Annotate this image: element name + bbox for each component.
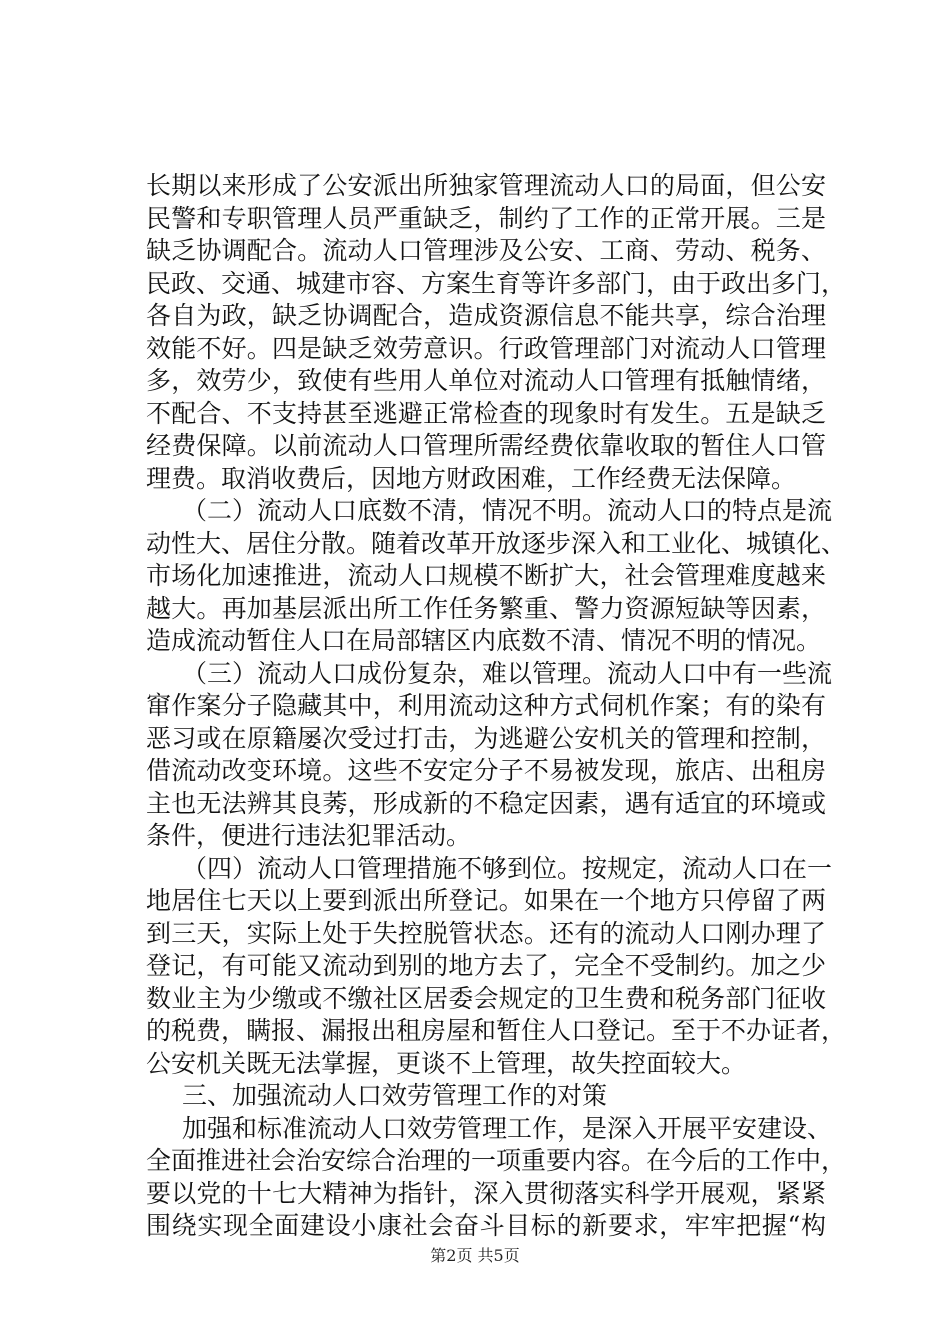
text-line: 缺乏协调配合。流动人口管理涉及公安、工商、劳动、税务、 bbox=[146, 236, 826, 265]
text-line: 到三天，实际上处于失控脱管状态。还有的流动人口刚办理了 bbox=[146, 918, 826, 948]
text-line: 长期以来形成了公安派出所独家管理流动人口的局面，但公安 bbox=[146, 171, 826, 200]
page-footer bbox=[0, 1246, 950, 1266]
text-line: 民政、交通、城建市容、方案生育等许多部门，由于政出多门， bbox=[146, 268, 847, 298]
text-line: 围绕实现全面建设小康社会奋斗目标的新要求，牢牢把握“构 bbox=[146, 1211, 826, 1240]
text-line: 窜作案分子隐藏其中，利用流动这种方式伺机作案；有的染有 bbox=[146, 691, 826, 720]
text-line: 效能不好。四是缺乏效劳意识。行政管理部门对流动人口管理 bbox=[146, 333, 826, 363]
text-line: 全面推进社会治安综合治理的一项重要内容。在今后的工作中， bbox=[146, 1146, 847, 1175]
text-line: 借流动改变环境。这些不安定分子不易被发现，旅店、出租房 bbox=[146, 756, 826, 785]
text-line: 理费。取消收费后，因地方财政困难，工作经费无法保障。 bbox=[146, 463, 797, 493]
text-line: 数业主为少缴或不缴社区居委会规定的卫生费和税务部门征收 bbox=[146, 983, 826, 1013]
text-line: 民警和专职管理人员严重缺乏，制约了工作的正常开展。三是 bbox=[146, 203, 826, 233]
text-line: 登记，有可能又流动到别的地方去了，完全不受制约。加之少 bbox=[146, 951, 826, 980]
section-heading-4: （四）流动人口管理措施不够到位。按规定，流动人口在一 bbox=[182, 853, 833, 883]
text-line: 各自为政，缺乏协调配合，造成资源信息不能共享，综合治理 bbox=[146, 301, 826, 330]
text-line: 市场化加速推进，流动人口规模不断扩大，社会管理难度越来 bbox=[146, 561, 826, 590]
text-line: 加强和标准流动人口效劳管理工作，是深入开展平安建设、 bbox=[182, 1113, 833, 1143]
text-line: 多，效劳少，致使有些用人单位对流动人口管理有抵触情绪， bbox=[146, 366, 826, 395]
text-line: 恶习或在原籍屡次受过打击，为逃避公安机关的管理和控制， bbox=[146, 723, 826, 753]
part-heading: 三、加强流动人口效劳管理工作的对策 bbox=[182, 1081, 608, 1110]
document-body bbox=[146, 170, 847, 1243]
text-line: 造成流动暂住人口在局部辖区内底数不清、情况不明的情况。 bbox=[146, 626, 822, 655]
text-line: 地居住七天以上要到派出所登记。如果在一个地方只停留了两 bbox=[146, 886, 826, 915]
text-line: 要以党的十七大精神为指针，深入贯彻落实科学开展观，紧紧 bbox=[146, 1178, 826, 1208]
section-heading-3: （三）流动人口成份复杂，难以管理。流动人口中有一些流 bbox=[182, 658, 833, 688]
text-line: 动性大、居住分散。随着改革开放逐步深入和工业化、城镇化、 bbox=[146, 528, 847, 558]
text-line: 公安机关既无法掌握，更谈不上管理，故失控面较大。 bbox=[146, 1048, 747, 1078]
text-line: 经费保障。以前流动人口管理所需经费依靠收取的暂住人口管 bbox=[146, 431, 826, 460]
text-line: 的税费，瞒报、漏报出租房屋和暂住人口登记。至于不办证者， bbox=[146, 1016, 847, 1045]
text-line: 主也无法辨其良莠，形成新的不稳定因素，遇有适宜的环境或 bbox=[146, 788, 826, 818]
text-line: 越大。再加基层派出所工作任务繁重、警力资源短缺等因素， bbox=[146, 593, 826, 623]
text-line: 不配合、不支持甚至逃避正常检查的现象时有发生。五是缺乏 bbox=[146, 398, 826, 428]
page-number: 第2页 共5页 bbox=[430, 1246, 520, 1265]
section-heading-2: （二）流动人口底数不清，情况不明。流动人口的特点是流 bbox=[182, 496, 833, 525]
text-line: 条件，便进行违法犯罪活动。 bbox=[146, 821, 472, 850]
